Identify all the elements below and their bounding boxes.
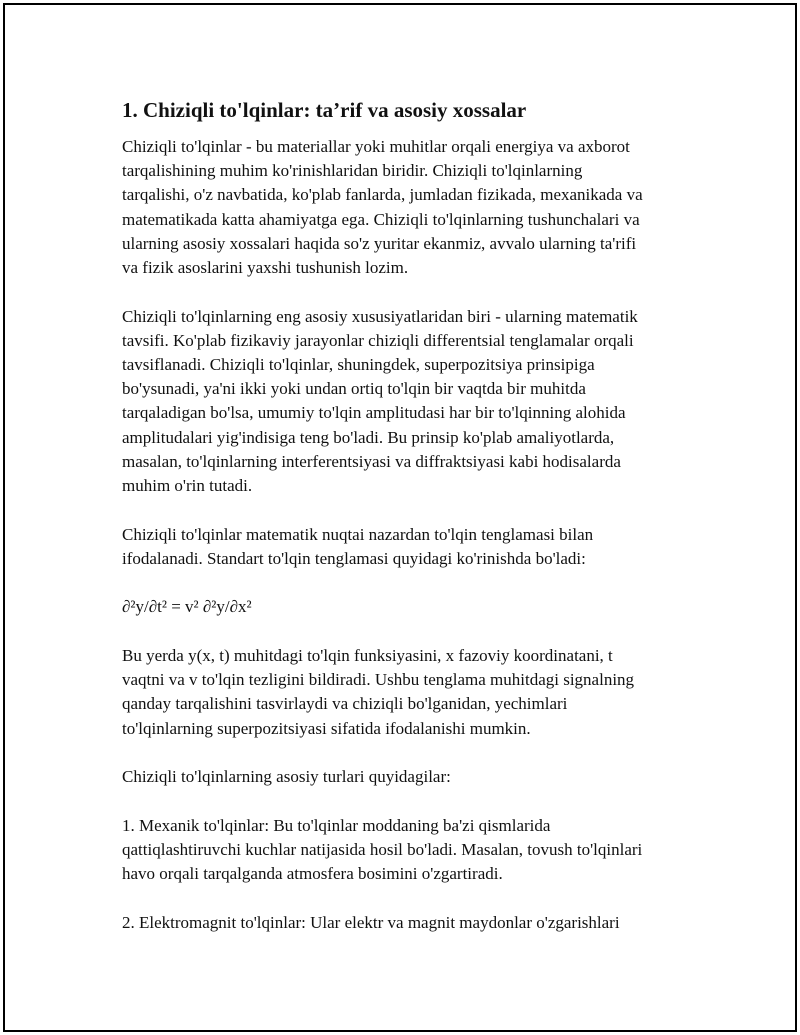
paragraph-wave-equation-intro (122, 523, 702, 571)
text-line: va fizik asoslarini yaxshi tushunish lozim. (122, 258, 409, 278)
text-line: tavsifi. Ko'plab fizikaviy jarayonlar chiziqli differentsial tenglamalar orqali (122, 330, 634, 350)
text-line: Chiziqli to'lqinlarning eng asosiy xususiyatlaridan biri - ularning matematik (122, 306, 638, 326)
paragraph-intro (122, 135, 702, 280)
text-line: Bu yerda y(x, t) muhitdagi to'lqin funksiyasini, x fazoviy koordinatani, t (122, 646, 613, 666)
text-line: tavsiflanadi. Chiziqli to'lqinlar, shuningdek, superpozitsiya prinsipiga (122, 355, 595, 375)
text-line: muhim o'rin tutadi. (122, 476, 253, 496)
text-line: 1. Mexanik to'lqinlar: Bu to'lqinlar moddaning ba'zi qismlarida (122, 815, 551, 835)
list-item-mechanical-waves (122, 814, 702, 887)
text-line: 2. Elektromagnit to'lqinlar: Ular elektr va magnit maydonlar o'zgarishlari (122, 912, 620, 932)
wave-equation-formula: ∂²y/∂t² = v² ∂²y/∂x² (122, 597, 252, 617)
section-heading: 1. Chiziqli to'lqinlar: ta’rif va asosiy xossalar (122, 98, 527, 122)
text-line: tarqalishi, o'z navbatida, ko'plab fanlarda, jumladan fizikada, mexanikada va (122, 185, 643, 205)
text-line: Chiziqli to'lqinlar - bu materiallar yoki muhitlar orqali energiya va axborot (122, 137, 630, 156)
paragraph-types-intro (122, 765, 702, 789)
text-line: tarqalishining muhim ko'rinishlaridan biridir. Chiziqli to'lqinlarning (122, 161, 583, 181)
text-line: Chiziqli to'lqinlar matematik nuqtai nazardan to'lqin tenglamasi bilan (122, 524, 594, 544)
paragraph-wave-equation-explanation (122, 644, 702, 741)
text-line: matematikada katta ahamiyatga ega. Chiziqli to'lqinlarning tushunchalari va (122, 209, 640, 229)
list-item-electromagnetic-waves (122, 911, 702, 935)
text-line: vaqtni va v to'lqin tezligini bildiradi. Ushbu tenglama muhitdagi signalning (122, 670, 635, 690)
paragraph-superposition (122, 305, 702, 499)
page-frame (3, 3, 797, 1032)
text-line: amplitudalari yig'indisiga teng bo'ladi. Bu prinsip ko'plab amaliyotlarda, (122, 427, 615, 447)
text-line: tarqaladigan bo'lsa, umumiy to'lqin amplitudasi har bir to'lqinning alohida (122, 403, 626, 423)
text-line: havo orqali tarqalganda atmosfera bosimini o'zgartiradi. (122, 864, 503, 884)
text-line: ifodalanadi. Standart to'lqin tenglamasi quyidagi ko'rinishda bo'ladi: (122, 548, 586, 568)
text-line: qanday tarqalishini tasvirlaydi va chiziqli bo'lganidan, yechimlari (122, 694, 568, 714)
text-line: to'lqinlarning superpozitsiyasi sifatida ifodalanishi mumkin. (122, 718, 531, 738)
text-line: qattiqlashtiruvchi kuchlar natijasida hosil bo'ladi. Masalan, tovush to'lqinlari (122, 840, 643, 860)
text-line: ularning asosiy xossalari haqida so'z yuritar ekanmiz, avvalo ularning ta'rifi (122, 233, 637, 253)
text-line: masalan, to'lqinlarning interferentsiyasi va diffraktsiyasi kabi hodisalarda (122, 451, 621, 471)
text-line: bo'ysunadi, ya'ni ikki yoki undan ortiq to'lqin bir vaqtda bir muhitda (122, 379, 586, 399)
text-line: Chiziqli to'lqinlarning asosiy turlari quyidagilar: (122, 767, 451, 787)
document-body (122, 95, 702, 959)
